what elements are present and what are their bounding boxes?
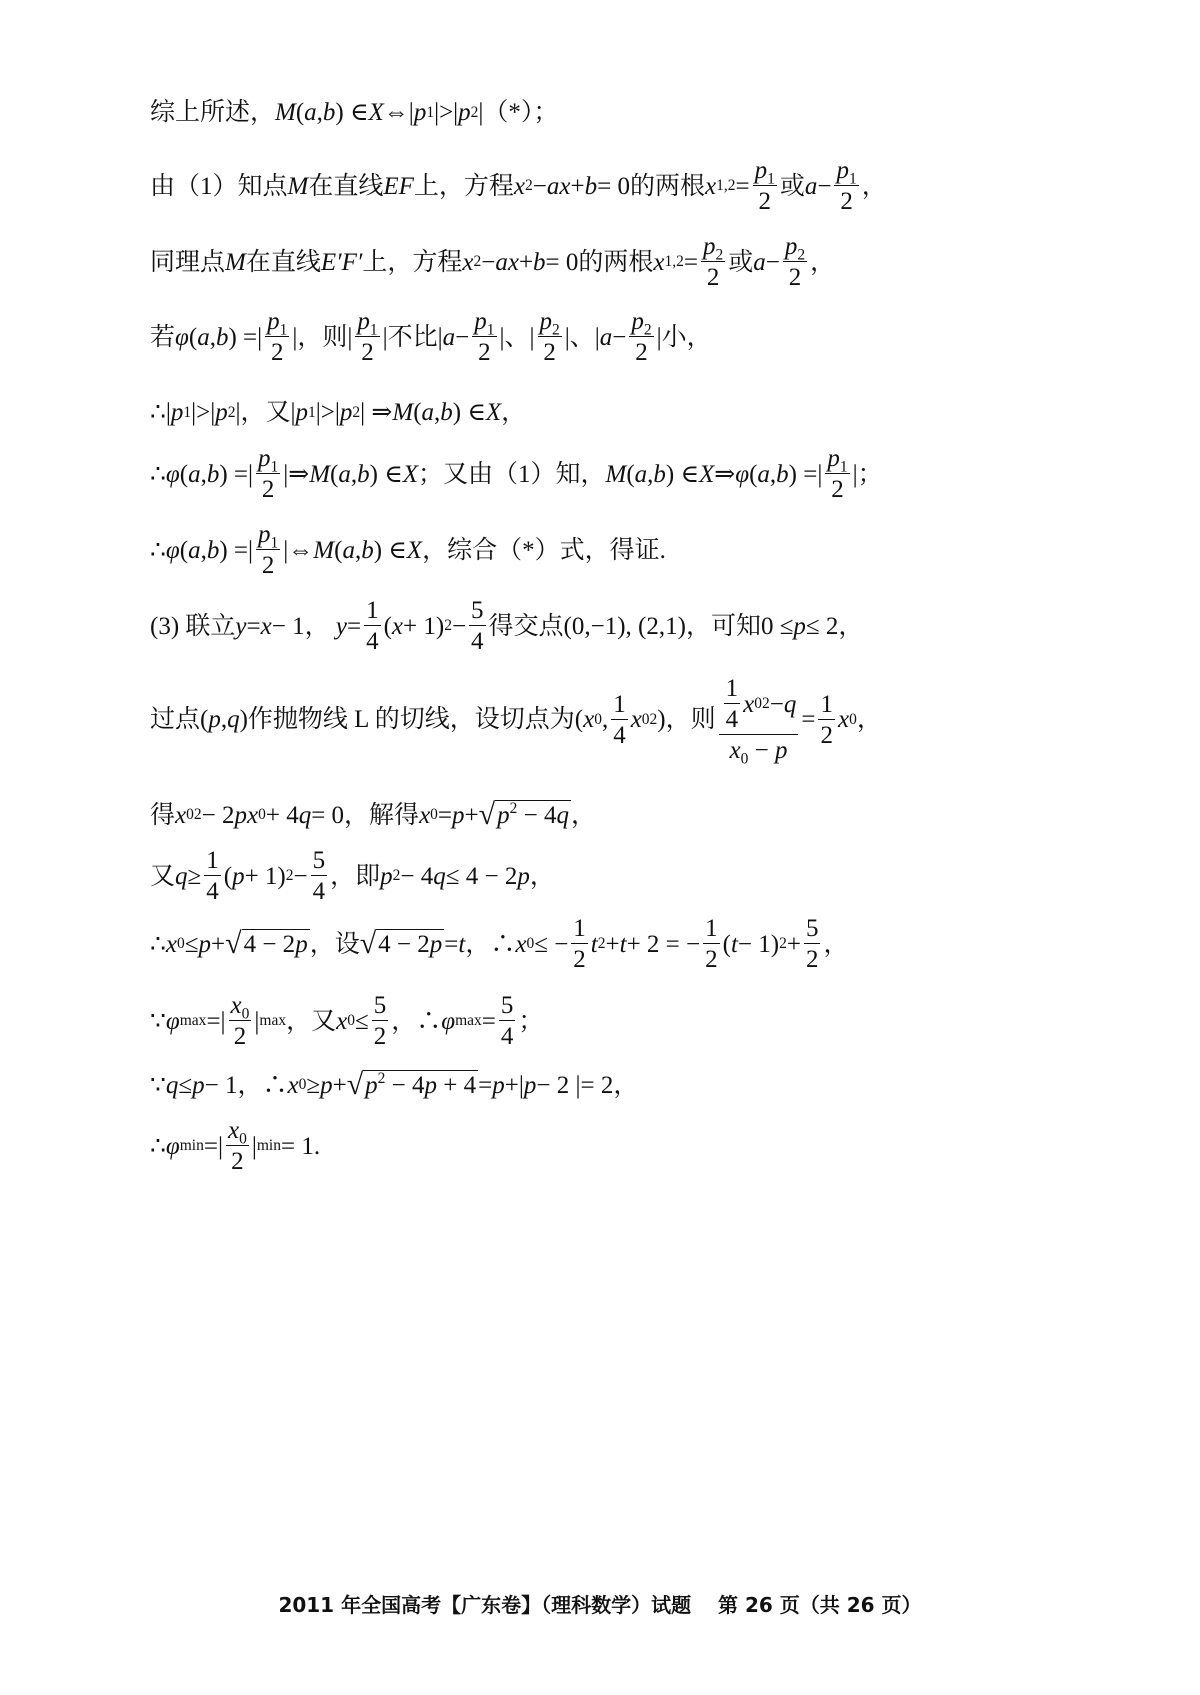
text-line-7: ∴ φ ( a , b ) =| $\frac{p_1}{2}$ |⇔ M ( a , b ) ∈ X ，综合（*）式，得证.	[150, 521, 666, 579]
page-footer	[0, 1589, 1200, 1618]
text-line-9: 过点( p , q )作抛物线 L 的切线，设切点为( x 0 , $\frac{1}{4}$ x 0 2 )，则 $\frac{1}{4}$ x 0 2 − q $x_0 - p$ = $\frac{1}{2}$ x 0 ，	[150, 675, 882, 768]
text-line-1: 综上所述， M ( a , b ) ∈ X ⇔| p 1 |>| p 2 |（*）；	[150, 99, 559, 126]
text-line-11: 又 q ≥ $\frac{1}{4}$ ( p + 1) 2 − $\frac{5}{4}$ ，即 p 2 − 4 q ≤ 4 − 2 p ，	[150, 847, 555, 905]
text-line-6: ∴ φ ( a , b ) =| $\frac{p_1}{2}$ |⇒ M ( a , b ) ∈ X ；又由（1）知， M ( a , b ) ∈ X ⇒ φ ( a , b ) =| $\frac{p_1}{2}$ |；	[150, 445, 883, 503]
text-line-10: 得 x 0 2 − 2 px 0 + 4 q = 0，解得 x 0 = p + √ $p^2 - 4q$ ，	[150, 798, 596, 831]
text-line-12: ∴ x 0 ≤ p + √ 4 − 2p ，设 √ 4 − 2p = t ，∴ x 0 ≤ − $\frac{1}{2}$ t 2 + t + 2 = − $\frac{1}{2}$ ( t − 1) 2 + $\frac{5}{2}$ ，	[150, 915, 849, 973]
text-line-3: 同理点 M 在直线 E′F′ 上，方程 x 2 − ax + b = 0的两根 x 1,2 = $\frac{p_2}{2}$ 或 a − $\frac{p_2}{2}$ ，	[150, 233, 836, 291]
footer-title: 2011 年全国高考【广东卷】（理科数学）试题	[278, 1593, 692, 1617]
text-line-14: ∵ q ≤ p − 1，∴ x 0 ≥ p + √ $p^2 - 4p + 4$ = p +| p − 2 |= 2，	[150, 1068, 639, 1101]
text-line-15: ∴ φ min =| $\frac{x_0}{2}$ | min = 1.	[150, 1117, 321, 1175]
text-line-2: 由（1）知点 M 在直线 EF 上，方程 x 2 − ax + b = 0的两根 x 1,2 = $\frac{p_1}{2}$ 或 a − $\frac{p_1}{2}$ ，	[150, 157, 887, 215]
text-line-4: 若 φ ( a , b ) =| $\frac{p_1}{2}$ |，则| $\frac{p_1}{2}$ |不比| a − $\frac{p_1}{2}$ |、| $\frac{p_2}{2}$ |、| a − $\frac{p_2}{2}$ |小，	[150, 308, 712, 366]
text-line-8: (3) 联立 y = x − 1， y = $\frac{1}{4}$ ( x + 1) 2 − $\frac{5}{4}$ 得交点(0,−1), (2,1)，可知0 ≤ p ≤ 2，	[150, 597, 864, 655]
footer-page-number: 第 26 页（共 26 页）	[718, 1593, 922, 1617]
text-line-13: ∵ φ max =| $\frac{x_0}{2}$ | max ，又 x 0 ≤ $\frac{5}{2}$ ，∴ φ max = $\frac{5}{4}$ ；	[150, 992, 544, 1050]
text-line-5: ∴| p 1 |>| p 2 |，又| p 1 |>| p 2 | ⇒ M ( a , b ) ∈ X ，	[150, 399, 527, 426]
